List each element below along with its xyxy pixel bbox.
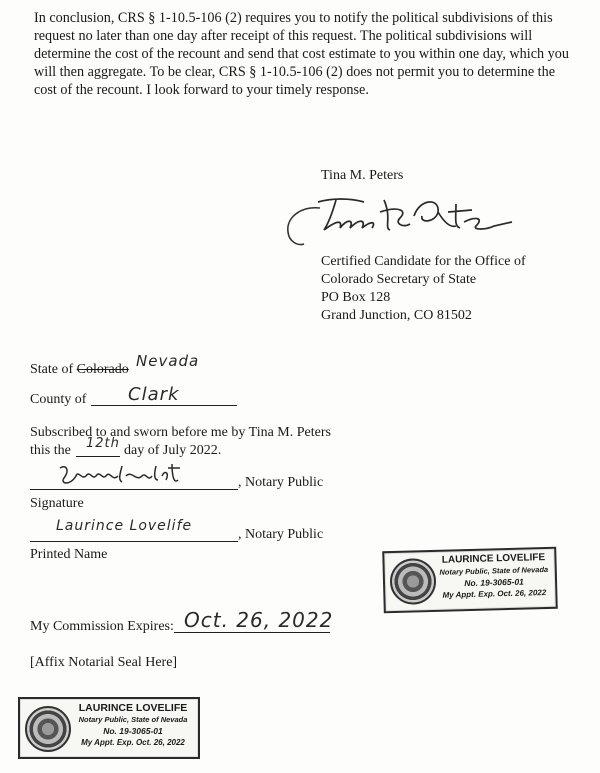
notary-seal-right: [382, 547, 558, 614]
conclusion-paragraph: In conclusion, CRS § 1-10.5-106 (2) requires you to notify the political subdivisions of this request no later than one day after receipt of this request. The political subdivisions will determine the cost of the recount and send that cost estimate to you within one day, which you will then aggregate. To be clear, CRS § 1-10.5-106 (2) does not permit you to determine the cost of the recount. I look forward to your timely response.: [34, 10, 569, 98]
state-struck-text: Colorado: [76, 362, 129, 377]
seal-expiry: My Appt. Exp. Oct. 26, 2022: [442, 588, 547, 600]
seal-commission-state: Notary Public, State of Nevada: [439, 564, 549, 577]
sender-address-line2: Grand Junction, CO 81502: [321, 308, 472, 323]
commission-handwritten: Oct. 26, 2022: [184, 608, 334, 632]
affix-seal-label: [Affix Notarial Seal Here]: [30, 655, 178, 670]
notary-public-label-1: , Notary Public: [238, 475, 324, 490]
sender-title-line1: Certified Candidate for the Office of: [321, 254, 526, 269]
signature-label: Signature: [30, 496, 84, 511]
subscribed-this: this the: [30, 443, 71, 458]
commission-label: My Commission Expires:: [30, 619, 174, 634]
day-underline: [76, 456, 120, 457]
printed-name-label: Printed Name: [30, 547, 108, 562]
seal-emblem-icon: [25, 706, 71, 752]
seal-number: No. 19-3065-01: [103, 726, 163, 736]
state-label: State of Colorado: [30, 362, 129, 377]
county-handwritten: Clark: [128, 384, 180, 405]
notary-seal-bottom: [18, 697, 200, 759]
signature-underline: [30, 489, 238, 490]
sender-address-line1: PO Box 128: [321, 290, 391, 305]
seal-number: No. 19-3065-01: [464, 576, 524, 589]
state-handwritten: Nevada: [136, 352, 200, 370]
seal-commission-state: Notary Public, State of Nevada: [78, 715, 188, 724]
county-label: County of: [30, 392, 87, 407]
notary-public-label-2: , Notary Public: [238, 527, 324, 542]
printed-name-underline: [30, 541, 238, 542]
notary-signature: [56, 460, 186, 490]
sender-name: Tina M. Peters: [321, 168, 404, 183]
subscribed-line1: Subscribed to and sworn before me by Tina M. Peters: [30, 425, 331, 440]
subscribed-rest: day of July 2022.: [124, 443, 222, 458]
commission-underline: [174, 632, 330, 633]
sender-signature: [280, 188, 520, 250]
seal-name: LAURINCE LOVELIFE: [78, 702, 188, 714]
county-underline: [91, 405, 237, 406]
sender-title-line2: Colorado Secretary of State: [321, 272, 477, 287]
seal-emblem-icon: [389, 558, 436, 605]
printed-name-handwritten: Laurince Lovelife: [56, 518, 193, 534]
day-handwritten: 12th: [86, 436, 120, 451]
seal-name: LAURINCE LOVELIFE: [441, 552, 546, 566]
seal-expiry: My Appt. Exp. Oct. 26, 2022: [81, 738, 185, 747]
